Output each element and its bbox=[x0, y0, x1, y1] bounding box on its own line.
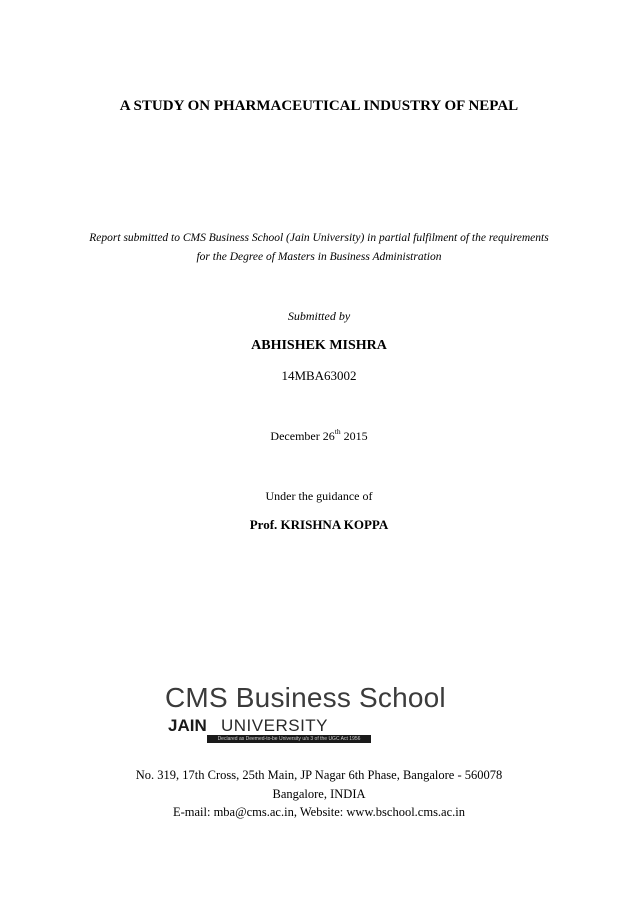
address-line-1: No. 319, 17th Cross, 25th Main, JP Nagar 6th Phase, Bangalore - 560078 bbox=[135, 768, 503, 782]
logo-tagline-strip: Declared as Deemed-to-be University u/s 3 of the UGC Act 1956 bbox=[207, 735, 371, 743]
submission-purpose-line-1: Report submitted to CMS Business School (Jain University) in partial fulfilment of the requirements bbox=[89, 232, 549, 244]
report-title: A STUDY ON PHARMACEUTICAL INDUSTRY OF NEPAL bbox=[119, 98, 519, 114]
cms-business-school-logo bbox=[165, 684, 485, 744]
submission-purpose-line-2: for the Degree of Masters in Business Administration bbox=[196, 251, 442, 263]
logo-jain-text: JAIN bbox=[168, 716, 207, 735]
logo-university-text: UNIVERSITY bbox=[221, 716, 329, 735]
submission-date bbox=[0, 427, 638, 443]
date-year: 2015 bbox=[340, 429, 368, 443]
date-prefix: December 26 bbox=[270, 429, 335, 443]
guidance-label: Under the guidance of bbox=[265, 489, 373, 503]
address-line-2: Bangalore, INDIA bbox=[272, 787, 366, 801]
author-name: ABHISHEK MISHRA bbox=[251, 338, 387, 353]
logo-school-name: CMS Business School bbox=[165, 682, 446, 713]
submitted-by-label: Submitted by bbox=[287, 309, 351, 323]
contact-line: E-mail: mba@cms.ac.in, Website: www.bschool.cms.ac.in bbox=[172, 805, 466, 819]
roll-number: 14MBA63002 bbox=[281, 368, 357, 383]
date-ordinal-suffix: th bbox=[334, 427, 341, 436]
guide-name: Prof. KRISHNA KOPPA bbox=[249, 517, 389, 532]
